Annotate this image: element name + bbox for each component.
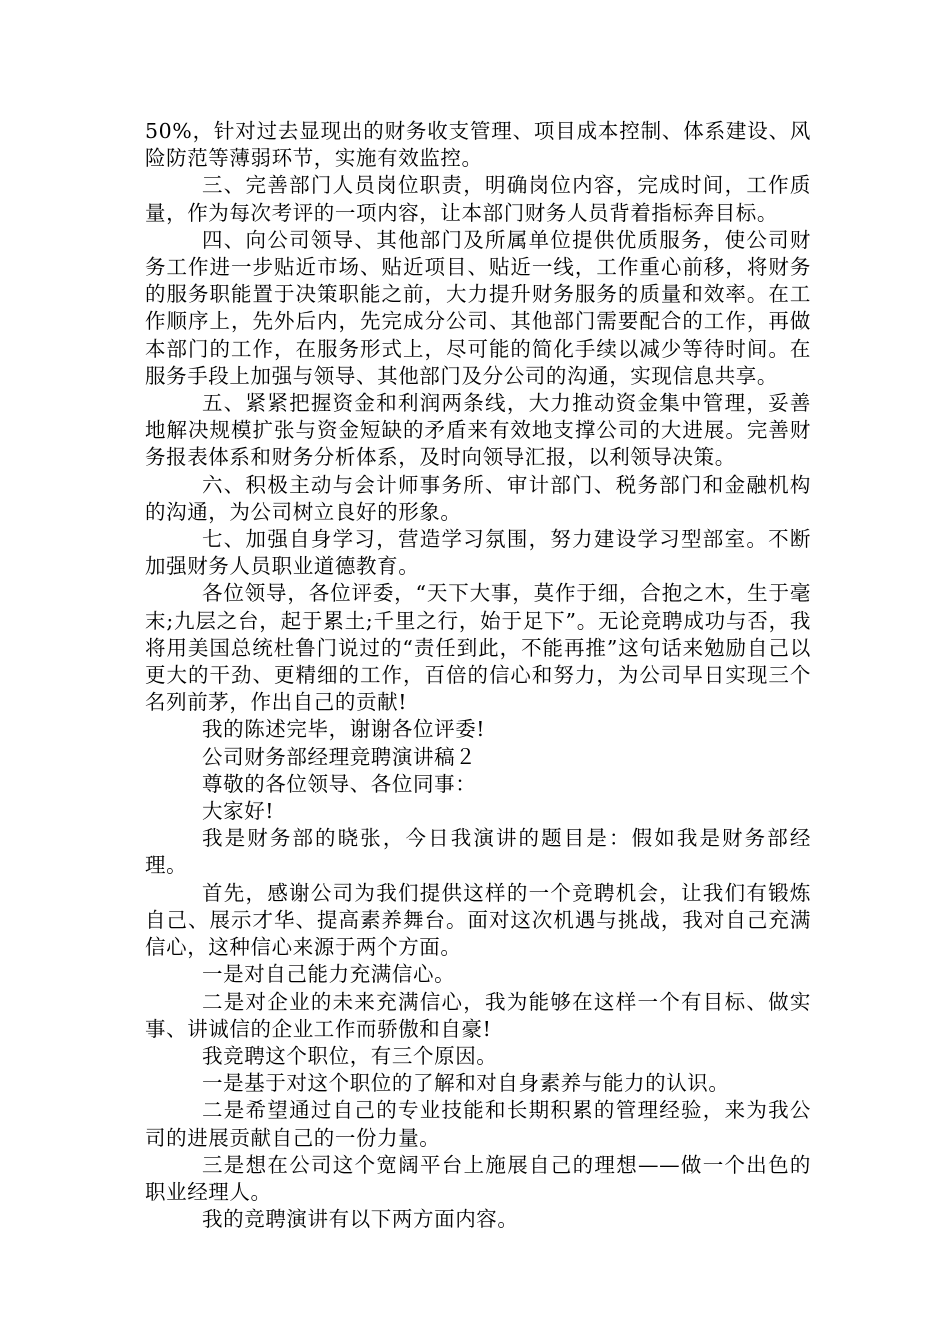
salutation: 尊敬的各位领导、各位同事： [202,771,477,796]
paragraph-item-seven: 七、加强自身学习，营造学习氛围，努力建设学习型部室。不断加强财务人员职业道德教育。 [145,527,811,579]
paragraph-confidence-two: 二是对企业的未来充满信心，我为能够在这样一个有目标、做实事、讲诚信的企业工作而骄傲和自豪! [145,989,811,1041]
paragraph-item-six: 六、积极主动与会计师事务所、审计部门、税务部门和金融机构的沟通，为公司树立良好的形象。 [145,472,811,524]
greeting: 大家好! [202,799,275,824]
paragraph-reason-one: 一是基于对这个职位的了解和对自身素养与能力的认识。 [202,1071,730,1096]
section-title: 公司财务部经理竞聘演讲稿２ [202,744,477,769]
paragraph-reasons-intro: 我竞聘这个职位，有三个原因。 [202,1043,498,1068]
document-page [145,118,811,1233]
paragraph-item-four: 四、向公司领导、其他部门及所属单位提供优质服务，使公司财务工作进一步贴近市场、贴近项目、贴近一线，工作重心前移，将财务的服务职能置于决策职能之前，大力提升财务服务的质量和效率。在工作顺序上，先外后内，先完成分公司、其他部门需要配合的工作，再做本部门的工作，在服务形式上，尽可能的简化手续以减少等待时间。在服务手段上加强与领导、其他部门及分公司的沟通，实现信息共享。 [145,227,811,388]
paragraph-item-three: 三、完善部门人员岗位职责，明确岗位内容，完成时间，工作质量，作为每次考评的一项内容，让本部门财务人员背着指标奔目标。 [145,173,811,225]
paragraph-thanks-opportunity: 首先，感谢公司为我们提供这样的一个竞聘机会，让我们有锻炼自己、展示才华、提高素养舞台。面对这次机遇与挑战，我对自己充满信心，这种信心来源于两个方面。 [145,880,811,960]
paragraph-reason-two: 二是希望通过自己的专业技能和长期积累的管理经验，来为我公司的进展贡献自己的一份力量。 [145,1098,811,1150]
paragraph-thanks: 我的陈述完毕，谢谢各位评委! [202,717,486,742]
paragraph-introduction: 我是财务部的晓张，今日我演讲的题目是：假如我是财务部经理。 [145,826,811,878]
paragraph-closing-quote: 各位领导，各位评委，“天下大事，莫作于细，合抱之木，生于毫末;九层之台，起于累土;千里之行，始于足下”。无论竞聘成功与否，我将用美国总统杜鲁门说过的“责任到此，不能再推”这句话来勉励自己以更大的干劲、更精细的工作，百倍的信心和努力，为公司早日实现三个名列前茅，作出自己的贡献! [145,581,811,715]
paragraph-confidence-one: 一是对自己能力充满信心。 [202,962,456,987]
paragraph-reason-three: 三是想在公司这个宽阔平台上施展自己的理想——做一个出色的职业经理人。 [145,1152,811,1204]
paragraph-item-five: 五、紧紧把握资金和利润两条线，大力推动资金集中管理，妥善地解决规模扩张与资金短缺的矛盾来有效地支撑公司的大进展。完善财务报表体系和财务分析体系，及时向领导汇报，以利领导决策。 [145,391,811,470]
paragraph-outline: 我的竞聘演讲有以下两方面内容。 [202,1207,519,1232]
paragraph-continuation: 50%，针对过去显现出的财务收支管理、项目成本控制、体系建设、风险防范等薄弱环节，实施有效监控。 [145,119,811,171]
